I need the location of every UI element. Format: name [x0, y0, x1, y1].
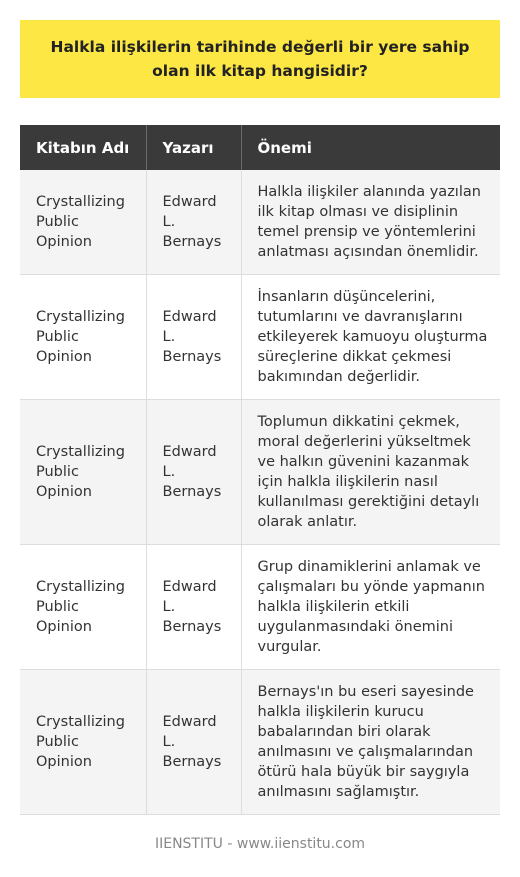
cell-importance: Toplumun dikkatini çekmek, moral değerlerini yükseltmek ve halkın güvenini kazanmak için halkla ilişkilerin nasıl kullanılması gerektiğini detaylı olarak anlatır. [241, 399, 500, 544]
table-header-row [20, 125, 500, 170]
column-header-title: Kitabın Adı [20, 125, 146, 170]
cell-importance: İnsanların düşüncelerini, tutumlarını ve davranışlarını etkileyerek kamuoyu oluşturma süreçlerine dikkat çekmesi bakımından değerlidir. [241, 274, 500, 399]
table-row [20, 669, 500, 814]
cell-author: Edward L. Bernays [146, 170, 241, 274]
cell-importance: Bernays'ın bu eseri sayesinde halkla ilişkilerin kurucu babalarından biri olarak anılmasını ve çalışmalarından ötürü hala büyük bir saygıyla anılmasını sağlamıştır. [241, 669, 500, 814]
cell-author: Edward L. Bernays [146, 544, 241, 669]
question-banner [20, 20, 500, 98]
cell-title: Crystallizing Public Opinion [20, 274, 146, 399]
table-row [20, 170, 500, 274]
cell-author: Edward L. Bernays [146, 399, 241, 544]
cell-title: Crystallizing Public Opinion [20, 170, 146, 274]
cell-importance: Grup dinamiklerini anlamak ve çalışmaları bu yönde yapmanın halkla ilişkilerin etkili uygulanmasındaki önemini vurgular. [241, 544, 500, 669]
cell-importance: Halkla ilişkiler alanında yazılan ilk kitap olması ve disiplinin temel prensip ve yöntemlerini anlatması açısından önemlidir. [241, 170, 500, 274]
table-row [20, 544, 500, 669]
books-table [20, 125, 500, 815]
cell-author: Edward L. Bernays [146, 669, 241, 814]
cell-title: Crystallizing Public Opinion [20, 399, 146, 544]
table-row [20, 274, 500, 399]
table-row [20, 399, 500, 544]
question-title: Halkla ilişkilerin tarihinde değerli bir yere sahip olan ilk kitap hangisidir? [50, 38, 470, 80]
column-header-author: Yazarı [146, 125, 241, 170]
column-header-importance: Önemi [241, 125, 500, 170]
footer-credit: IIENSTITU - www.iienstitu.com [154, 836, 366, 852]
cell-author: Edward L. Bernays [146, 274, 241, 399]
cell-title: Crystallizing Public Opinion [20, 544, 146, 669]
cell-title: Crystallizing Public Opinion [20, 669, 146, 814]
